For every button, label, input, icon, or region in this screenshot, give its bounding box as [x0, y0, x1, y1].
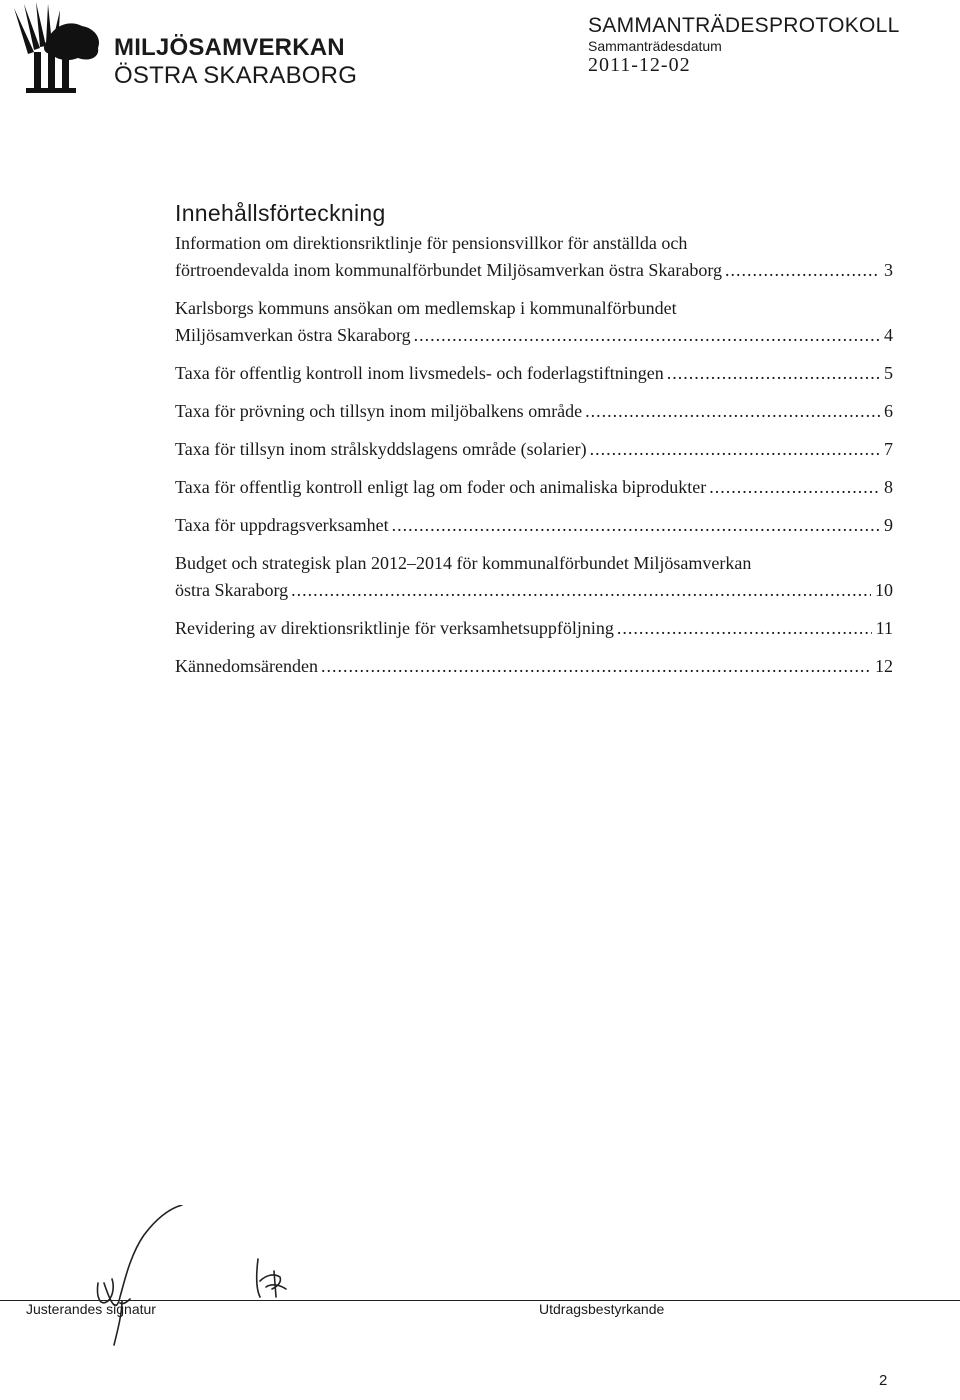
toc-entry-title-line: förtroendevalda inom kommunalförbundet Miljösamverkan östra Skaraborg: [175, 260, 723, 280]
toc-leader-dots: [585, 398, 880, 425]
utdragsbestyrkande-label: Utdragsbestyrkande: [539, 1301, 665, 1317]
toc-entry: [175, 360, 893, 387]
toc-entry: [175, 550, 893, 604]
page-number: 2: [879, 1372, 888, 1389]
toc-entry: [175, 230, 893, 284]
toc-entry: [175, 398, 893, 425]
toc-entry-title-line: Information om direktionsriktlinje för pensionsvillkor för anställda och: [175, 233, 688, 253]
toc-leader-dots: [291, 577, 871, 604]
toc-entry-title-line: Taxa för uppdragsverksamhet: [175, 515, 389, 535]
toc-leader-dots: [725, 257, 880, 284]
toc-leader-dots: [709, 474, 880, 501]
toc-entry-page: 8: [884, 477, 893, 497]
toc-entry-title-line: Revidering av direktionsriktlinje för verksamhetsuppföljning: [175, 618, 614, 638]
toc-entry-title-line: östra Skaraborg: [175, 580, 289, 600]
justerandes-signatur-label: Justerandes signatur: [26, 1301, 156, 1317]
toc-entry-title-line: Karlsborgs kommuns ansökan om medlemskap i kommunalförbundet: [175, 298, 677, 318]
toc-entry-page: 6: [884, 401, 893, 421]
toc-entry-page: 11: [875, 618, 893, 638]
handwritten-signature-icon: [90, 1205, 330, 1355]
tree-logo-icon: [4, 2, 104, 94]
toc-leader-dots: [392, 512, 880, 539]
toc-entry: [175, 295, 893, 349]
toc-leader-dots: [321, 653, 871, 680]
toc-entry-page: 10: [875, 580, 893, 600]
toc-entry: [175, 653, 893, 680]
organization-name-line1: MILJÖSAMVERKAN: [114, 34, 345, 61]
toc-entry: [175, 474, 893, 501]
toc-entry-title-line: Budget och strategisk plan 2012–2014 för kommunalförbundet Miljösamverkan: [175, 553, 752, 573]
toc-entry-page: 7: [884, 439, 893, 459]
toc-entry-page: 9: [884, 515, 893, 535]
toc-entry: [175, 436, 893, 463]
toc-leader-dots: [414, 322, 880, 349]
toc-entry-title-line: Taxa för offentlig kontroll enligt lag om foder och animaliska biprodukter: [175, 477, 707, 497]
toc-leader-dots: [590, 436, 880, 463]
toc-entry-page: 5: [884, 363, 893, 383]
toc-entry-title-line: Taxa för offentlig kontroll inom livsmedels- och foderlagstiftningen: [175, 363, 664, 383]
toc-entry-title-line: Taxa för tillsyn inom strålskyddslagens område (solarier): [175, 439, 587, 459]
toc-entry-page: 4: [884, 325, 893, 345]
toc-leader-dots: [617, 615, 872, 642]
toc-entry-page: 12: [875, 656, 893, 676]
toc-entry-title-line: Miljösamverkan östra Skaraborg: [175, 325, 411, 345]
document-type: SAMMANTRÄDESPROTOKOLL: [588, 14, 900, 37]
toc-heading: Innehållsförteckning: [175, 200, 386, 226]
toc-leader-dots: [667, 360, 880, 387]
toc-entry-page: 3: [884, 260, 893, 280]
toc-entry: [175, 512, 893, 539]
toc-entry-title-line: Kännedomsärenden: [175, 656, 318, 676]
toc-entry-title-line: Taxa för prövning och tillsyn inom miljöbalkens område: [175, 401, 583, 421]
meeting-date-label: Sammanträdesdatum: [588, 38, 722, 54]
organization-name-line2: ÖSTRA SKARABORG: [114, 62, 358, 89]
meeting-date-value: 2011-12-02: [588, 54, 691, 76]
toc-entry: [175, 615, 893, 642]
table-of-contents: [175, 230, 893, 691]
